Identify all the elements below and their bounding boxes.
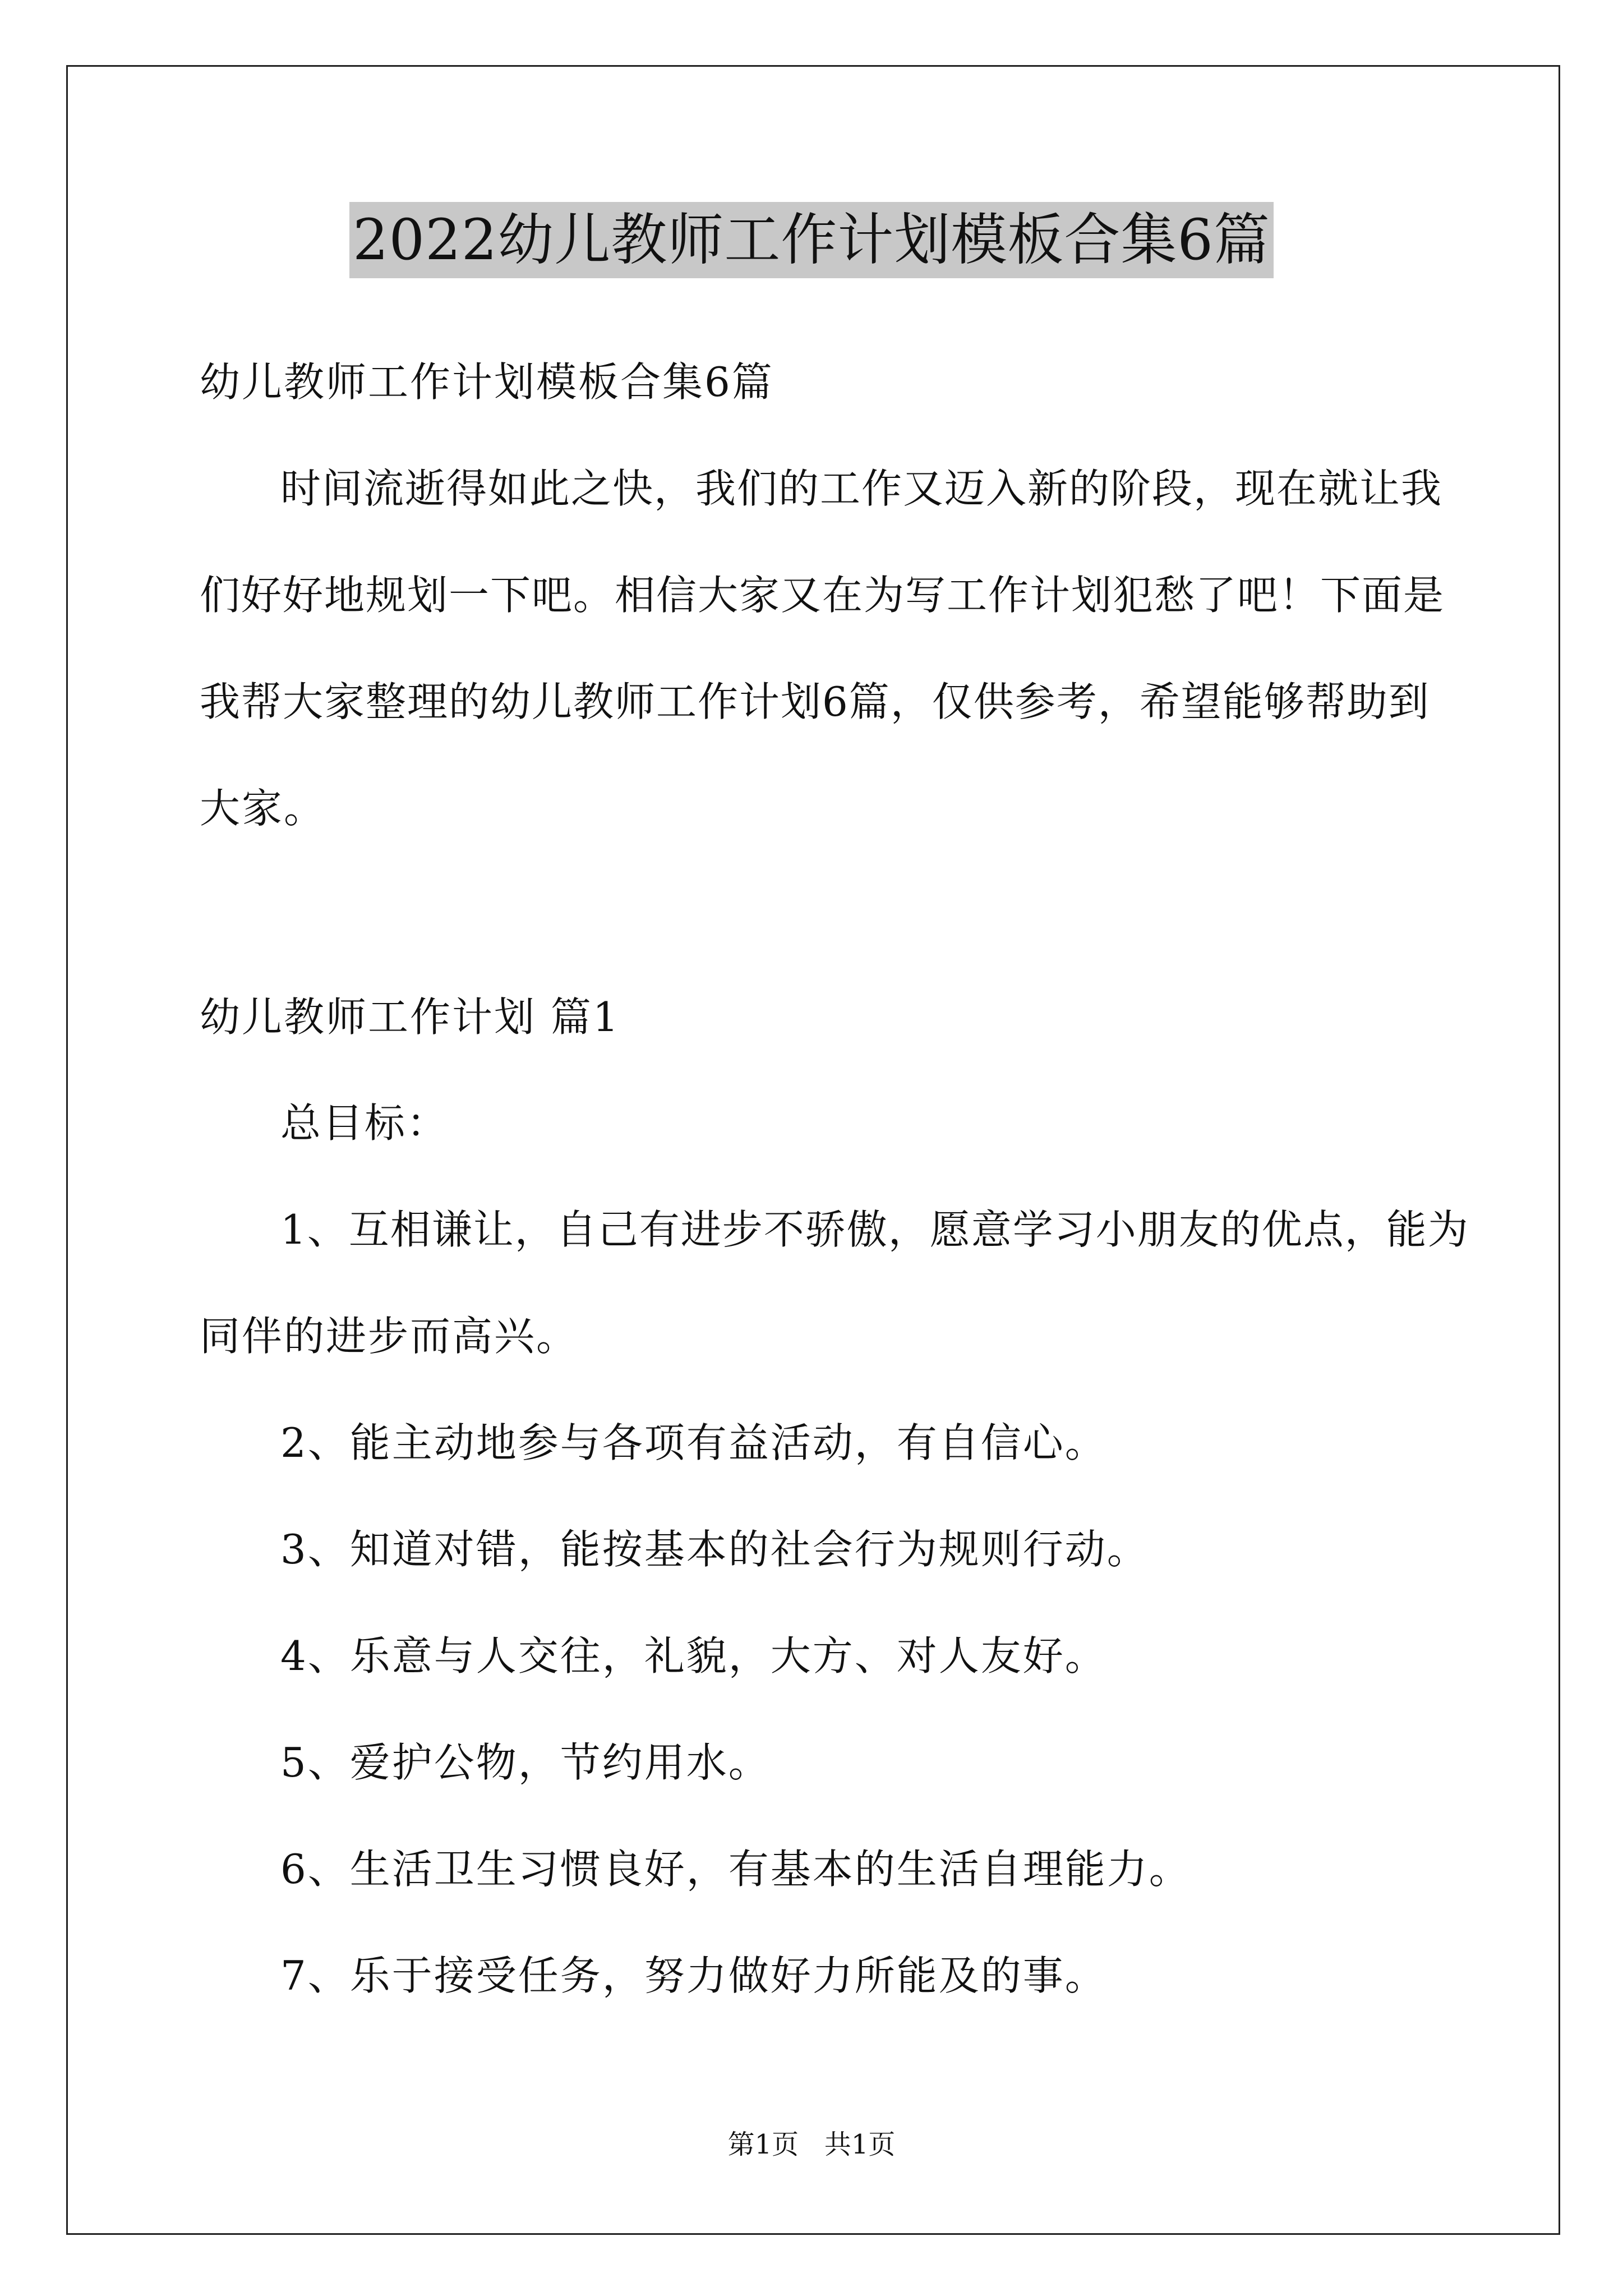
intro-line-4: 大家。: [200, 785, 326, 832]
section-heading: 幼儿教师工作计划 篇1: [200, 993, 620, 1041]
goal-item-1-continued: 同伴的进步而高兴。: [200, 1313, 579, 1360]
goal-item-5: 5、爱护公物，节约用水。: [280, 1739, 771, 1786]
goal-item-7: 7、乐于接受任务，努力做好力所能及的事。: [280, 1952, 1107, 1999]
goal-item-2: 2、能主动地参与各项有益活动，有自信心。: [280, 1419, 1107, 1466]
document-subtitle: 幼儿教师工作计划模板合集6篇: [200, 358, 774, 406]
goal-label: 总目标：: [280, 1099, 449, 1147]
page-footer: 第1页 共1页: [727, 2129, 896, 2160]
document-title: 2022幼儿教师工作计划模板合集6篇: [349, 202, 1274, 278]
title-container: [0, 202, 1623, 278]
goal-item-1: 1、互相谦让，自己有进步不骄傲，愿意学习小朋友的优点，能为: [280, 1206, 1469, 1253]
goal-item-3: 3、知道对错，能按基本的社会行为规则行动。: [280, 1526, 1149, 1573]
intro-line-2: 们好好地规划一下吧。相信大家又在为写工作计划犯愁了吧！下面是: [200, 572, 1445, 619]
intro-line-3: 我帮大家整理的幼儿教师工作计划6篇，仅供参考，希望能够帮助到: [200, 678, 1430, 725]
goal-item-6: 6、生活卫生习惯良好，有基本的生活自理能力。: [280, 1846, 1191, 1893]
intro-line-1: 时间流逝得如此之快，我们的工作又迈入新的阶段，现在就让我: [280, 465, 1443, 512]
goal-item-4: 4、乐意与人交往，礼貌，大方、对人友好。: [280, 1632, 1107, 1680]
